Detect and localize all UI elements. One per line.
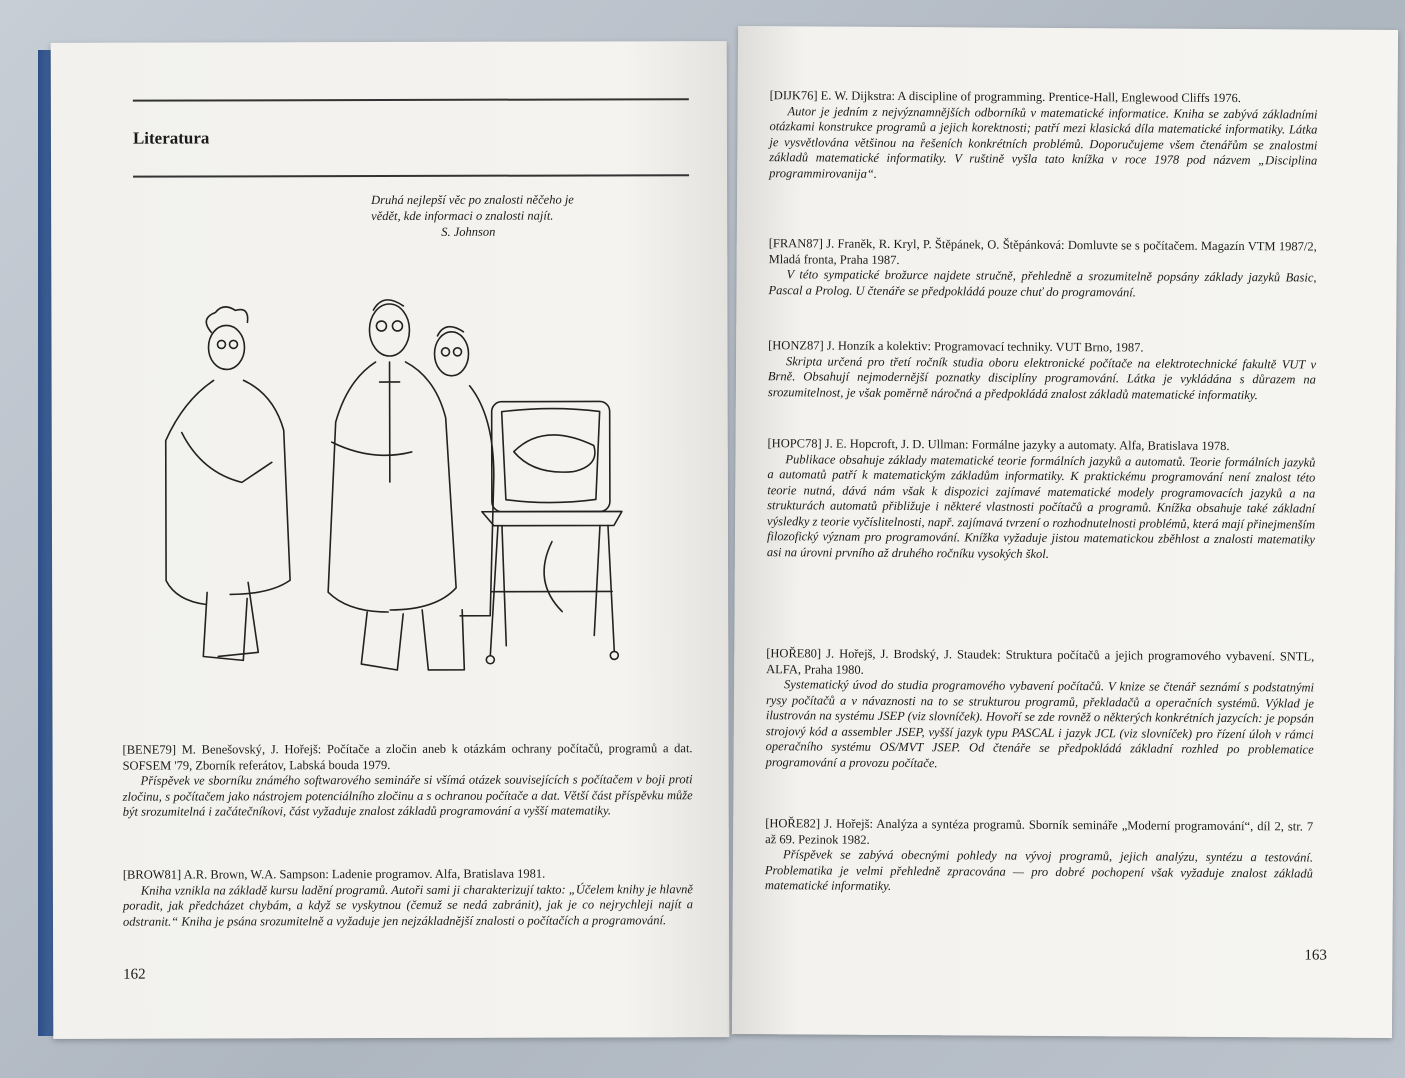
heading-rule-top — [133, 98, 689, 101]
right-page — [732, 26, 1398, 1038]
cartoon-scientist-left — [165, 307, 290, 661]
entry-reference: [FRAN87] J. Franěk, R. Kryl, P. Štěpánek, O. Štěpánková: Domluvte se s počítačem. Magazín VTM 1987/2, Mladá fronta, Praha 1987. — [768, 236, 1317, 267]
heading-rule-bottom — [133, 174, 689, 177]
entry-reference: [HOŘE82] J. Hořejš: Analýza a syntéza programů. Sborník semináře „Moderní programování“, díl 2, str. 7 až 69. Pezinok 1982. — [765, 816, 1314, 847]
bibliography-entry — [123, 741, 693, 820]
entry-reference: [HONZ87] J. Honzík a kolektiv: Programovací techniky. VUT Brno, 1987. — [768, 338, 1144, 355]
bibliography-entry — [123, 866, 693, 929]
entry-annotation: Autor je jedním z nejvýznamnějších odborníků v matematické informatice. Kniha se zabývá základními otázkami konstrukce programů a jejich korektnosti; patří mezi klasická díla matematické informatiky. Látka je vysvětlována většinou na řešeních konkrétních problémů. Doporučujeme všem čtenářům se znalostmi základů matematické informatiky. V ruštině vyšla tato knížka v roce 1978 pod názvem „Disciplina programmirovanija“. — [769, 103, 1318, 181]
bibliography-entry — [768, 338, 1316, 403]
entry-reference: [DIJK76] E. W. Dijkstra: A discipline of programming. Prentice-Hall, Englewood Cliffs 1976. — [769, 88, 1241, 106]
epigraph — [371, 191, 691, 240]
bibliography-entry — [769, 88, 1318, 184]
epigraph-line: vědět, kde informaci o znalosti najít. — [371, 208, 554, 224]
page-number: 162 — [123, 966, 146, 983]
epigraph-author: S. Johnson — [441, 224, 496, 239]
cartoon-scientist-right — [434, 327, 494, 616]
epigraph-line: Druhá nejlepší věc po znalosti něčeho je — [371, 192, 574, 208]
entry-annotation: Příspěvek ve sborníku známého softwarového semináře si všímá otázek souvisejících s počítačem v boji proti zločinu, s počítačem jako nástrojem potenciálního zločinu a s ochranou počítače a dat. Větší část příspěvku může být srozumitelná i začátečníkovi, část vyžaduje znalost základů programování a vyšší matematiky. — [122, 772, 693, 819]
entry-annotation: Publikace obsahuje základy matematické teorie formálních jazyků a automatů. Teorie formálních jazyků a automatů patří k matematickým základům informatiky. K praktickému programování není znalost této teorie nutná, dává nám však k dispozici zajímavé matematické modely programovacích jazyků a na strukturách automatů přibližuje i některé vlastnosti počítačů a programů. Knížka obsahuje také základní výsledky z teorie vyčíslitelnosti, např. zajímavá tvrzení o rozhodnutelnosti problémů, která mají přinejmenším filozofický význam pro programování. Knížka vyžaduje jistou matematickou zběhlost a znalosti matematiky asi na úrovni prvního až druhého ročníku vysokých škol. — [766, 451, 1316, 561]
entry-annotation: Systematický úvod do studia programového vybavení počítačů. V knize se čtenář seznámí s podstatnými rysy počítačů a v návaznosti na to se strukturou programů, překladačů a operačních systémů. Výklad je ilustrován na systému JSEP (viz slovníček). Hovoří se zde rovněž o některých konkrétních jazycích: je popsán strojový kód a assembler JSEP, vyšší jazyk typu PASCAL i jazyk JCL (viz slovníček) pro řízení úloh v rámci operačního systému OS/MVT JSEP. Od čtenáře se předpokládá základní rozhled po problematice programování a provozu počítače. — [765, 677, 1315, 770]
entry-reference: [BROW81] A.R. Brown, W.A. Sampson: Ladenie programov. Alfa, Bratislava 1981. — [122, 866, 546, 882]
bibliography-entry — [768, 236, 1316, 301]
entry-reference: [HOŘE80] J. Hořejš, J. Brodský, J. Staudek: Struktura počítačů a jejich programového vybavení. SNTL, ALFA, Praha 1980. — [766, 646, 1315, 677]
cartoon-illustration — [151, 291, 632, 692]
entry-reference: [HOPC78] J. E. Hopcroft, J. D. Ullman: Formálne jazyky a automaty. Alfa, Bratislava 1978. — [767, 436, 1230, 454]
bibliography-entry — [766, 646, 1315, 773]
page-title: Literatura — [132, 128, 210, 148]
entry-annotation: V této sympatické brožurce najdete stručně, přehledně a srozumitelně popsány základy jazyků Basic, Pascal a Prolog. U čtenáře se předpokládá pouze chuť do programování. — [768, 267, 1317, 299]
entry-annotation: Příspěvek se zabývá obecnými pohledy na vývoj programů, jejich analýzu, syntézu a testování. Problematika je velmi přehledně zpracována — pro dobré pochopení však vyžaduje znalost základů matematické informatiky. — [764, 847, 1314, 893]
left-page — [51, 41, 730, 1039]
entry-annotation: Kniha vznikla na základě kursu ladění programů. Autoři sami ji charakterizují takto: „Účelem knihy je hlavně poradit, jak předcházet chybám, a když se vyskytnou (čemuž se nedá zabránit), jak je co nejrychleji najít a odstranit.“ Kniha je psána srozumitelně a vyžaduje jen nejzákladnější znalosti o počítačích a programování. — [122, 881, 693, 929]
bibliography-entry — [765, 816, 1313, 897]
bibliography-entry — [767, 436, 1316, 563]
entry-reference: [BENE79] M. Benešovský, J. Hořejš: Počítače a zločin aneb k otázkám ochrany počítačů, programů a dat. SOFSEM '79, Zborník referátov, Labská bouda 1979. — [122, 741, 693, 773]
page-number: 163 — [1304, 947, 1327, 964]
entry-annotation: Skripta určená pro třetí ročník studia oboru elektronické počítače na elektrotechnické fakultě VUT v Brně. Obsahují nejmodernější poznatky disciplíny programování. Látka je vykládána s důrazem na srozumitelnost, je však poměrně náročná a předpokládá znalost základů matematické informatiky. — [767, 353, 1317, 402]
cartoon-computer-cart — [482, 401, 623, 663]
